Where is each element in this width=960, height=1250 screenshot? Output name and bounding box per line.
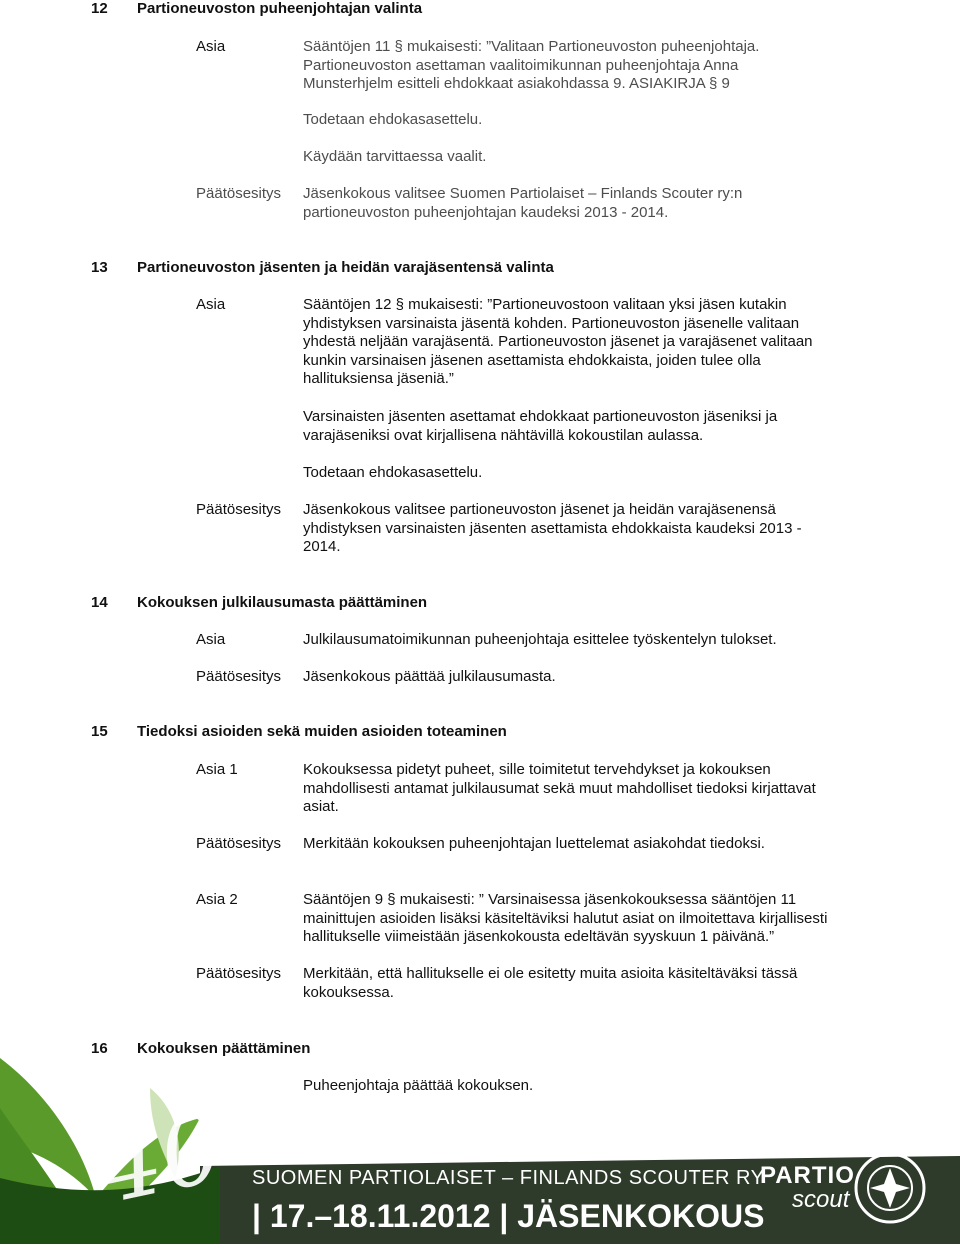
s12-asia-label: Asia xyxy=(196,38,226,55)
section-13-number: 13 xyxy=(91,259,108,276)
s15-asia2-label: Asia 2 xyxy=(196,891,238,908)
s15-paatos1-text: Merkitään kokouksen puheenjohtajan luettelemat asiakohdat tiedoksi. xyxy=(303,835,765,852)
s13-candidates-text: Varsinaisten jäsenten asettamat ehdokkaat partioneuvoston jäseniksi ja varajäseniksi ovat kirjallisena nähtävillä kokoustilan aulassa. xyxy=(303,408,778,444)
s15-paatos2-label: Päätösesitys xyxy=(196,965,282,982)
section-12-number: 12 xyxy=(91,0,108,17)
s13-asia-label: Asia xyxy=(196,296,226,313)
s15-asia1-text: Kokouksessa pidetyt puheet, sille toimitetut tervehdykset ja kokouksen mahdollisesti antamat julkilausumat sekä muut mahdolliset tiedoksi kirjattavat asiat. xyxy=(303,761,816,815)
anniversary-40-logo: 40 xyxy=(89,1090,233,1226)
section-14-title: Kokouksen julkilausumasta päättäminen xyxy=(137,594,428,611)
partio-logo-text: PARTIO xyxy=(760,1162,855,1189)
s14-paatos-text: Jäsenkokous päättää julkilausumasta. xyxy=(303,668,556,685)
section-16-number: 16 xyxy=(91,1040,108,1057)
s14-paatos-label: Päätösesitys xyxy=(196,668,282,685)
s13-paatos-text: Jäsenkokous valitsee partioneuvoston jäsenet ja heidän varajäsenensä yhdistyksen varsinaisten jäsenten asettamista ehdokkaista kaudeksi 2013 - 2014. xyxy=(303,501,802,555)
section-13-title: Partioneuvoston jäsenten ja heidän varajäsentensä valinta xyxy=(137,259,554,276)
footer-org-name: SUOMEN PARTIOLAISET – FINLANDS SCOUTER RY xyxy=(252,1167,765,1189)
section-15-number: 15 xyxy=(91,723,108,740)
s14-asia-label: Asia xyxy=(196,631,226,648)
section-12-title: Partioneuvoston puheenjohtajan valinta xyxy=(137,0,423,17)
s13-note: Todetaan ehdokasasettelu. xyxy=(303,464,483,481)
section-14-number: 14 xyxy=(91,594,108,611)
s12-note-1: Todetaan ehdokasasettelu. xyxy=(303,111,483,128)
s12-note-2: Käydään tarvittaessa vaalit. xyxy=(303,148,487,165)
s14-asia-text: Julkilausumatoimikunnan puheenjohtaja esittelee työskentelyn tulokset. xyxy=(303,631,777,648)
s16-text: Puheenjohtaja päättää kokouksen. xyxy=(303,1077,534,1094)
s15-paatos1-label: Päätösesitys xyxy=(196,835,282,852)
s15-asia2-text: Sääntöjen 9 § mukaisesti: ” Varsinaisessa jäsenkokouksessa sääntöjen 11 mainittujen asioiden lisäksi käsiteltäviksi halutut asiat on ilmoitettava kirjallisesti hallitukselle viimeistään jäsenkokousta edeltävän syyskuun 1 päivänä.” xyxy=(303,891,828,945)
section-15-title: Tiedoksi asioiden sekä muiden asioiden toteaminen xyxy=(137,723,507,740)
event-footer-banner xyxy=(0,1048,960,1244)
s13-paatos-label: Päätösesitys xyxy=(196,501,282,518)
s12-paatos-label: Päätösesitys xyxy=(196,185,282,202)
s13-asia-text: Sääntöjen 12 § mukaisesti: ”Partioneuvostoon valitaan yksi jäsen kutakin yhdistyksen varsinaista jäsentä kohden. Partioneuvoston jäsenelle valitaan yhdestä neljään varajäsentä. Partioneuvoston jäsenet ja varajäsenet valitaan kunkin varsinaisen jäsenen asettamista ehdokkaista, joiden tulee olla hallituksiensa jäseniä.” xyxy=(303,296,813,387)
section-16-title: Kokouksen päättäminen xyxy=(137,1040,311,1057)
s15-asia1-label: Asia 1 xyxy=(196,761,238,778)
scout-logo-text: scout xyxy=(792,1186,850,1213)
footer-event-date: | 17.–18.11.2012 | JÄSENKOKOUS xyxy=(252,1198,765,1234)
s12-asia-text: Sääntöjen 11 § mukaisesti: ”Valitaan Partioneuvoston puheenjohtaja. Partioneuvoston asettaman vaalitoimikunnan puheenjohtaja Anna Munsterhjelm esitteli ehdokkaat asiakohdassa 9. ASIAKIRJA § 9 xyxy=(303,38,760,92)
s12-paatos-text: Jäsenkokous valitsee Suomen Partiolaiset – Finlands Scouter ry:n partioneuvoston puheenjohtajan kaudeksi 2013 - 2014. xyxy=(303,185,743,221)
s15-paatos2-text: Merkitään, että hallitukselle ei ole esitetty muita asioita käsiteltäväksi tässä kokouksessa. xyxy=(303,965,798,1001)
